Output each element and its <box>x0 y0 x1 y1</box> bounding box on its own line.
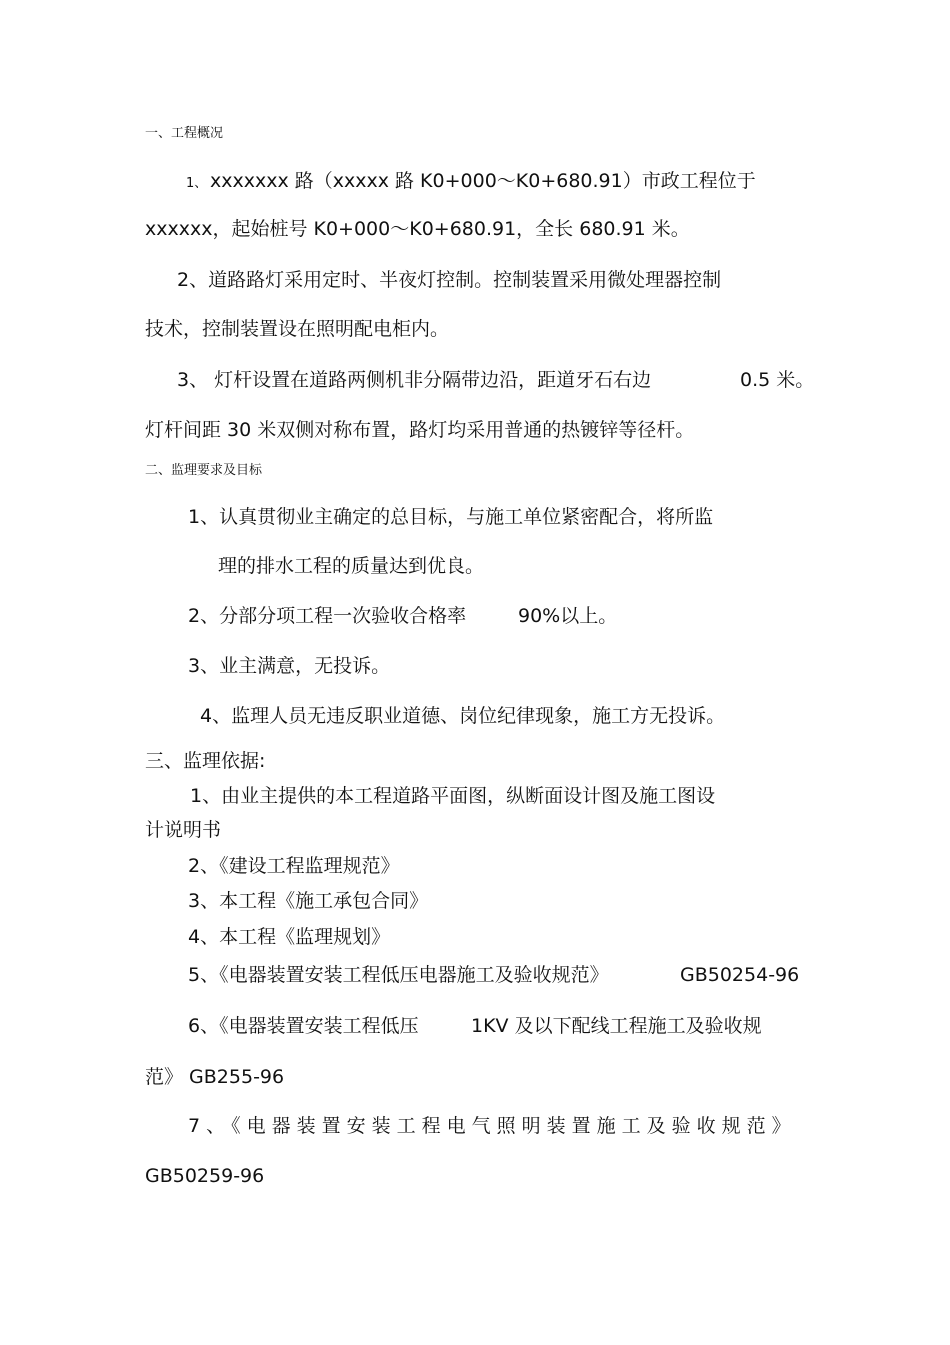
section-3-item-3: 3、本工程《施工承包合同》 <box>188 890 429 912</box>
section-3-item-2: 2、《建设工程监理规范》 <box>188 855 400 877</box>
section-2-item-3: 3、业主满意，无投诉。 <box>188 655 391 677</box>
section-3-item-6-line2: 范》 GB255-96 <box>145 1066 285 1088</box>
section-3-item-6-line1b: 1KV 及以下配线工程施工及验收规 <box>471 1015 762 1037</box>
section-1-p3-line2: 灯杆间距 30 米双侧对称布置，路灯均采用普通的热镀锌等径杆。 <box>145 419 695 441</box>
section-1-p1-line1: xxxxxxx 路（xxxxx 路 K0+000～K0+680.91）市政工程位于 <box>210 170 756 192</box>
section-3-heading: 三、监理依据: <box>145 750 266 772</box>
section-2-heading: 二、监理要求及目标 <box>145 463 263 478</box>
section-1-p3-line1: 3、 灯杆设置在道路两侧机非分隔带边沿，距道牙石右边 <box>177 369 652 391</box>
section-2-item-1-line2: 理的排水工程的质量达到优良。 <box>218 555 485 577</box>
section-3-item-1-line2: 计说明书 <box>145 819 222 841</box>
section-2-item-2: 2、分部分项工程一次验收合格率 <box>188 605 467 627</box>
section-3-item-7-line2: GB50259-96 <box>145 1165 265 1187</box>
section-1-p2-line1: 2、道路路灯采用定时、半夜灯控制。控制装置采用微处理器控制 <box>177 269 722 291</box>
section-3-item-5-code: GB50254-96 <box>680 964 800 986</box>
section-2-item-4: 4、监理人员无违反职业道德、岗位纪律现象，施工方无投诉。 <box>200 705 726 727</box>
section-1-p2-line2: 技术，控制装置设在照明配电柜内。 <box>145 318 450 340</box>
section-1-p1-line2: xxxxxx，起始桩号 K0+000～K0+680.91，全长 680.91 米。 <box>145 218 690 240</box>
section-3-item-6-line1a: 6、《电器装置安装工程低压 <box>188 1015 419 1037</box>
section-2-item-1-line1: 1、认真贯彻业主确定的总目标，与施工单位紧密配合，将所监 <box>188 506 714 528</box>
section-1-p3-value: 0.5 米。 <box>740 369 815 391</box>
section-1-p1-number: 1、 <box>186 176 208 191</box>
section-3-item-4: 4、本工程《监理规划》 <box>188 926 391 948</box>
section-3-item-5: 5、《电器装置安装工程低压电器施工及验收规范》 <box>188 964 609 986</box>
section-1-heading: 一、工程概况 <box>145 126 224 141</box>
section-2-item-2-value: 90%以上。 <box>518 605 618 627</box>
section-3-item-1-line1: 1、由业主提供的本工程道路平面图，纵断面设计图及施工图设 <box>190 785 716 807</box>
section-3-item-7-line1: 7、《电器装置安装工程电气照明装置施工及验收规范》 <box>188 1115 797 1137</box>
